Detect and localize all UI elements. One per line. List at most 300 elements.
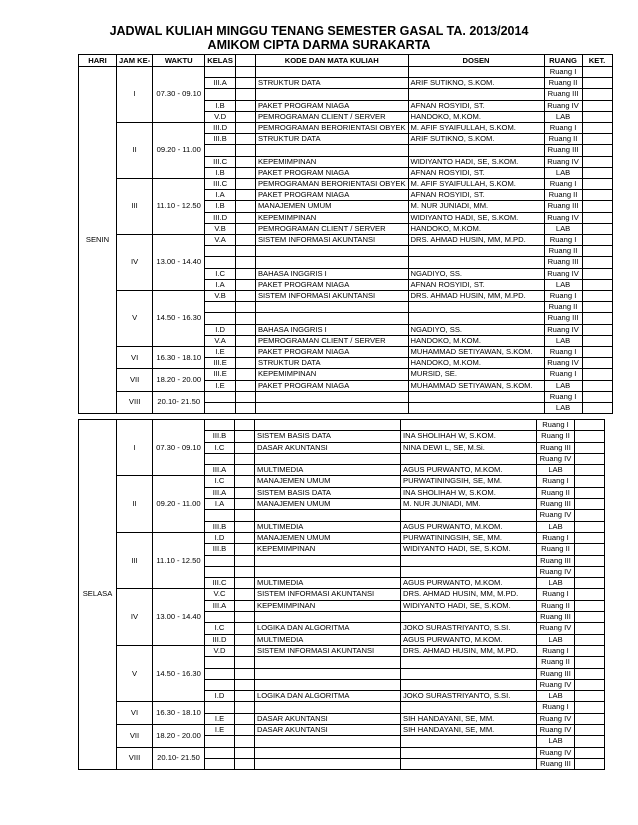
blank-cell — [235, 145, 255, 156]
blank-cell — [235, 179, 255, 190]
kelas-cell — [205, 747, 235, 758]
room-cell: Ruang II — [544, 246, 582, 257]
lecturer-cell: ARIF SUTIKNO, S.KOM. — [408, 134, 544, 145]
jam-cell: V — [117, 645, 153, 701]
ket-cell — [582, 358, 612, 369]
blank-cell — [235, 268, 255, 279]
blank-cell — [235, 453, 255, 464]
blank-cell — [235, 566, 255, 577]
course-cell: KEPEMIMPINAN — [255, 600, 401, 611]
blank-cell — [235, 668, 255, 679]
blank-cell — [235, 313, 255, 324]
waktu-cell: 11.10 - 12.50 — [153, 179, 205, 235]
ket-cell — [575, 725, 605, 736]
ket-cell — [582, 235, 612, 246]
room-cell: Ruang II — [537, 544, 575, 555]
lecturer-cell: NINA DEWI L, SE, M.Si. — [401, 442, 537, 453]
course-cell: LOGIKA DAN ALGORITMA — [255, 623, 401, 634]
room-cell: Ruang IV — [537, 679, 575, 690]
kelas-cell — [205, 453, 235, 464]
course-cell — [255, 702, 401, 713]
course-cell: MANAJEMEN UMUM — [255, 499, 401, 510]
lecturer-cell — [408, 403, 544, 414]
kelas-cell — [205, 555, 235, 566]
blank-cell — [235, 499, 255, 510]
blank-cell — [235, 657, 255, 668]
blank-cell — [235, 67, 255, 78]
course-cell: MANAJEMEN UMUM — [255, 532, 401, 543]
document-title: JADWAL KULIAH MINGGU TENANG SEMESTER GASAL TA. 2013/2014 — [109, 24, 529, 38]
blank-cell — [235, 190, 255, 201]
lecturer-cell — [401, 736, 537, 747]
jam-cell: III — [117, 532, 153, 588]
room-cell: Ruang IV — [537, 566, 575, 577]
lecturer-cell: HANDOKO, M.KOM. — [408, 223, 544, 234]
lecturer-cell — [401, 555, 537, 566]
kelas-cell: V.A — [205, 235, 236, 246]
schedule-row — [79, 391, 613, 402]
ket-cell — [575, 713, 605, 724]
room-cell: Ruang III — [537, 668, 575, 679]
ket-cell — [575, 431, 605, 442]
kelas-cell: III.A — [205, 78, 236, 89]
room-cell: Ruang I — [544, 391, 582, 402]
lecturer-cell — [401, 566, 537, 577]
lecturer-cell: MURSID, SE. — [408, 369, 544, 380]
course-cell — [255, 612, 401, 623]
kelas-cell — [205, 510, 235, 521]
ket-cell — [582, 78, 612, 89]
schedule-row — [79, 67, 613, 78]
room-cell: Ruang I — [544, 179, 582, 190]
jam-cell: VI — [117, 347, 153, 369]
kelas-cell: III.A — [205, 465, 235, 476]
jam-cell: IV — [117, 235, 153, 291]
course-cell: LOGIKA DAN ALGORITMA — [255, 691, 401, 702]
jam-cell: IV — [117, 589, 153, 645]
room-cell: Ruang II — [537, 431, 575, 442]
ket-cell — [575, 679, 605, 690]
course-cell — [255, 403, 408, 414]
kelas-cell: I.B — [205, 167, 236, 178]
lecturer-cell — [401, 702, 537, 713]
lecturer-cell: AGUS PURWANTO, M.KOM. — [401, 634, 537, 645]
senin-body — [79, 67, 613, 414]
room-cell: Ruang IV — [537, 713, 575, 724]
kelas-cell — [205, 302, 236, 313]
ket-cell — [582, 145, 612, 156]
blank-cell — [235, 302, 255, 313]
lecturer-cell — [401, 612, 537, 623]
blank-cell — [235, 347, 255, 358]
kelas-cell — [205, 246, 236, 257]
ket-cell — [582, 67, 612, 78]
lecturer-cell — [408, 89, 544, 100]
course-cell: MULTIMEDIA — [255, 634, 401, 645]
room-cell: Ruang III — [544, 313, 582, 324]
waktu-cell: 09.20 - 11.00 — [153, 123, 205, 179]
kelas-cell: I.B — [205, 201, 236, 212]
room-cell: Ruang I — [537, 702, 575, 713]
jam-cell: VIII — [117, 747, 153, 770]
room-cell: Ruang IV — [537, 453, 575, 464]
course-cell: PAKET PROGRAM NIAGA — [255, 279, 408, 290]
room-cell: Ruang I — [537, 476, 575, 487]
room-cell: LAB — [544, 279, 582, 290]
kelas-cell: I.B — [205, 100, 236, 111]
blank-cell — [235, 358, 255, 369]
ket-cell — [575, 668, 605, 679]
ket-cell — [575, 736, 605, 747]
lecturer-cell: AGUS PURWANTO, M.KOM. — [401, 578, 537, 589]
schedule-row — [79, 369, 613, 380]
room-cell: LAB — [537, 736, 575, 747]
room-cell: Ruang IV — [537, 747, 575, 758]
waktu-cell: 20.10- 21.50 — [153, 747, 205, 770]
room-cell: Ruang II — [537, 657, 575, 668]
kelas-cell: I.D — [205, 532, 235, 543]
kelas-cell: I.A — [205, 190, 236, 201]
ket-cell — [575, 589, 605, 600]
lecturer-cell: M. AFIF SYAIFULLAH, S.KOM. — [408, 123, 544, 134]
blank-cell — [235, 465, 255, 476]
room-cell: LAB — [544, 380, 582, 391]
lecturer-cell: HANDOKO, M.KOM. — [408, 111, 544, 122]
kelas-cell: III.E — [205, 358, 236, 369]
kelas-cell: III.C — [205, 156, 236, 167]
ket-cell — [582, 190, 612, 201]
waktu-cell: 07.30 - 09.10 — [153, 420, 205, 476]
blank-cell — [235, 612, 255, 623]
jam-cell: VIII — [117, 391, 153, 413]
blank-cell — [235, 111, 255, 122]
schedule-row — [79, 747, 605, 758]
kelas-cell — [205, 702, 235, 713]
blank-cell — [235, 691, 255, 702]
room-cell: Ruang III — [544, 145, 582, 156]
ket-cell — [575, 758, 605, 769]
course-cell: SISTEM INFORMASI AKUNTANSI — [255, 291, 408, 302]
ket-cell — [582, 391, 612, 402]
ket-cell — [582, 89, 612, 100]
jam-cell: II — [117, 123, 153, 179]
jam-cell: II — [117, 476, 153, 532]
room-cell: Ruang I — [537, 589, 575, 600]
lecturer-cell: MUHAMMAD SETIYAWAN, S.KOM. — [408, 380, 544, 391]
day-cell: SENIN — [79, 67, 117, 414]
course-cell: SISTEM BASIS DATA — [255, 431, 401, 442]
lecturer-cell: M. AFIF SYAIFULLAH, S.KOM. — [408, 179, 544, 190]
lecturer-cell — [408, 391, 544, 402]
room-cell: Ruang III — [537, 758, 575, 769]
lecturer-cell: JOKO SURASTRIYANTO, S.SI. — [401, 623, 537, 634]
ket-cell — [582, 100, 612, 111]
room-cell: LAB — [537, 578, 575, 589]
blank-cell — [235, 223, 255, 234]
blank-cell — [235, 555, 255, 566]
blank-cell — [235, 89, 255, 100]
lecturer-cell — [408, 67, 544, 78]
kelas-cell: V.D — [205, 111, 236, 122]
lecturer-cell — [408, 246, 544, 257]
blank-cell — [235, 235, 255, 246]
lecturer-cell — [401, 453, 537, 464]
room-cell: LAB — [544, 111, 582, 122]
ket-cell — [582, 313, 612, 324]
lecturer-cell — [408, 145, 544, 156]
course-cell — [255, 679, 401, 690]
lecturer-cell: AFNAN ROSYIDI, ST. — [408, 190, 544, 201]
lecturer-cell — [401, 657, 537, 668]
course-cell: MULTIMEDIA — [255, 465, 401, 476]
course-cell: MULTIMEDIA — [255, 578, 401, 589]
blank-cell — [235, 391, 255, 402]
course-cell: KEPEMIMPINAN — [255, 544, 401, 555]
course-cell — [255, 657, 401, 668]
room-cell: Ruang I — [544, 235, 582, 246]
kelas-cell — [205, 89, 236, 100]
ket-cell — [575, 465, 605, 476]
jam-cell: VII — [117, 725, 153, 748]
schedule-table-senin — [78, 54, 613, 414]
kelas-cell — [205, 612, 235, 623]
kelas-cell — [205, 758, 235, 769]
kelas-cell: III.E — [205, 369, 236, 380]
schedule-row — [79, 420, 605, 431]
kelas-cell: III.B — [205, 544, 235, 555]
lecturer-cell: M. NUR JUNIADI, MM. — [401, 499, 537, 510]
kelas-cell: V.B — [205, 223, 236, 234]
ket-cell — [575, 566, 605, 577]
lecturer-cell: M. NUR JUNIADI, MM. — [408, 201, 544, 212]
room-cell: Ruang I — [544, 67, 582, 78]
header-dosen: DOSEN — [408, 55, 544, 67]
ket-cell — [582, 246, 612, 257]
lecturer-cell: WIDIYANTO HADI, SE, S.KOM. — [401, 600, 537, 611]
course-cell: PAKET PROGRAM NIAGA — [255, 347, 408, 358]
kelas-cell: V.A — [205, 335, 236, 346]
course-cell: KEPEMIMPINAN — [255, 212, 408, 223]
course-cell — [255, 747, 401, 758]
course-cell: BAHASA INGGRIS I — [255, 268, 408, 279]
lecturer-cell: WIDIYANTO HADI, SE, S.KOM. — [401, 544, 537, 555]
lecturer-cell: NGADIYO, SS. — [408, 324, 544, 335]
blank-cell — [235, 431, 255, 442]
waktu-cell: 11.10 - 12.50 — [153, 532, 205, 588]
schedule-row — [79, 532, 605, 543]
kelas-cell: III.C — [205, 179, 236, 190]
blank-cell — [235, 335, 255, 346]
ket-cell — [575, 634, 605, 645]
course-cell — [255, 391, 408, 402]
ket-cell — [582, 111, 612, 122]
ket-cell — [582, 123, 612, 134]
room-cell: Ruang III — [544, 257, 582, 268]
schedule-row — [79, 179, 613, 190]
room-cell: LAB — [544, 167, 582, 178]
room-cell: Ruang I — [537, 420, 575, 431]
course-cell — [255, 555, 401, 566]
room-cell: LAB — [544, 403, 582, 414]
room-cell: Ruang IV — [544, 100, 582, 111]
course-cell: MANAJEMEN UMUM — [255, 201, 408, 212]
schedule-row — [79, 123, 613, 134]
kelas-cell — [205, 313, 236, 324]
course-cell — [255, 566, 401, 577]
lecturer-cell: WIDIYANTO HADI, SE, S.KOM. — [408, 156, 544, 167]
course-cell: PAKET PROGRAM NIAGA — [255, 380, 408, 391]
kelas-cell: III.A — [205, 600, 235, 611]
ket-cell — [575, 521, 605, 532]
course-cell: STRUKTUR DATA — [255, 358, 408, 369]
lecturer-cell: HANDOKO, M.KOM. — [408, 335, 544, 346]
blank-cell — [235, 713, 255, 724]
room-cell: LAB — [537, 691, 575, 702]
room-cell: LAB — [544, 335, 582, 346]
lecturer-cell — [408, 302, 544, 313]
ket-cell — [582, 257, 612, 268]
kelas-cell — [205, 679, 235, 690]
course-cell: SISTEM INFORMASI AKUNTANSI — [255, 645, 401, 656]
ket-cell — [582, 201, 612, 212]
course-cell: PEMROGRAMAN CLIENT / SERVER — [255, 223, 408, 234]
waktu-cell: 20.10- 21.50 — [153, 391, 205, 413]
header-hari: HARI — [79, 55, 117, 67]
lecturer-cell: AFNAN ROSYIDI, ST. — [408, 100, 544, 111]
schedule-row — [79, 702, 605, 713]
kelas-cell: I.C — [205, 442, 235, 453]
room-cell: Ruang II — [544, 190, 582, 201]
ket-cell — [582, 369, 612, 380]
ket-cell — [582, 347, 612, 358]
course-cell: KEPEMIMPINAN — [255, 369, 408, 380]
ket-cell — [575, 555, 605, 566]
ket-cell — [575, 453, 605, 464]
blank-cell — [235, 380, 255, 391]
kelas-cell — [205, 403, 236, 414]
room-cell: Ruang I — [537, 645, 575, 656]
blank-cell — [235, 403, 255, 414]
room-cell: Ruang III — [537, 555, 575, 566]
blank-cell — [235, 521, 255, 532]
course-cell — [255, 510, 401, 521]
blank-cell — [235, 623, 255, 634]
course-cell: PEMROGRAMAN BERORIENTASI OBYEK — [255, 123, 408, 134]
course-cell — [255, 246, 408, 257]
kelas-cell: I.D — [205, 691, 235, 702]
header-waktu: WAKTU — [153, 55, 205, 67]
blank-cell — [235, 279, 255, 290]
blank-cell — [235, 78, 255, 89]
course-cell — [255, 145, 408, 156]
blank-cell — [235, 600, 255, 611]
blank-cell — [235, 634, 255, 645]
blank-cell — [235, 679, 255, 690]
jam-cell: V — [117, 291, 153, 347]
blank-cell — [235, 702, 255, 713]
waktu-cell: 09.20 - 11.00 — [153, 476, 205, 532]
kelas-cell: III.D — [205, 123, 236, 134]
course-cell — [255, 89, 408, 100]
kelas-cell: I.C — [205, 623, 235, 634]
blank-cell — [235, 589, 255, 600]
kelas-cell: III.D — [205, 212, 236, 223]
jam-cell: VI — [117, 702, 153, 725]
room-cell: LAB — [537, 634, 575, 645]
course-cell: STRUKTUR DATA — [255, 134, 408, 145]
blank-cell — [235, 212, 255, 223]
kelas-cell: III.C — [205, 578, 235, 589]
kelas-cell: I.E — [205, 347, 236, 358]
lecturer-cell: AFNAN ROSYIDI, ST. — [408, 279, 544, 290]
course-cell: PAKET PROGRAM NIAGA — [255, 190, 408, 201]
blank-cell — [235, 134, 255, 145]
ket-cell — [582, 324, 612, 335]
blank-cell — [235, 758, 255, 769]
room-cell: Ruang II — [544, 302, 582, 313]
kelas-cell — [205, 420, 235, 431]
blank-cell — [235, 324, 255, 335]
schedule-row — [79, 476, 605, 487]
room-cell: Ruang IV — [537, 623, 575, 634]
room-cell: LAB — [537, 465, 575, 476]
lecturer-cell: DRS. AHMAD HUSIN, MM, M.PD. — [408, 235, 544, 246]
ket-cell — [575, 499, 605, 510]
kelas-cell: V.B — [205, 291, 236, 302]
blank-cell — [235, 100, 255, 111]
lecturer-cell: MUHAMMAD SETIYAWAN, S.KOM. — [408, 347, 544, 358]
kelas-cell: III.A — [205, 487, 235, 498]
course-cell: DASAR AKUNTANSI — [255, 442, 401, 453]
ket-cell — [575, 476, 605, 487]
ket-cell — [575, 623, 605, 634]
course-cell: DASAR AKUNTANSI — [255, 725, 401, 736]
ket-cell — [575, 702, 605, 713]
waktu-cell: 13.00 - 14.40 — [153, 235, 205, 291]
blank-cell — [235, 246, 255, 257]
lecturer-cell: SIH HANDAYANI, SE, MM. — [401, 725, 537, 736]
course-cell — [255, 453, 401, 464]
ket-cell — [575, 532, 605, 543]
ket-cell — [575, 645, 605, 656]
header-row — [79, 55, 613, 67]
kelas-cell: I.C — [205, 476, 235, 487]
kelas-cell: I.E — [205, 725, 235, 736]
ket-cell — [582, 167, 612, 178]
lecturer-cell: PURWATININGSIH, SE, MM. — [401, 532, 537, 543]
course-cell: BAHASA INGGRIS I — [255, 324, 408, 335]
lecturer-cell: WIDIYANTO HADI, SE, S.KOM. — [408, 212, 544, 223]
course-cell — [255, 420, 401, 431]
room-cell: Ruang I — [544, 123, 582, 134]
kelas-cell: V.C — [205, 589, 235, 600]
room-cell: Ruang II — [537, 600, 575, 611]
lecturer-cell: JOKO SURASTRIYANTO, S.SI. — [401, 691, 537, 702]
blank-cell — [235, 201, 255, 212]
lecturer-cell: NGADIYO, SS. — [408, 268, 544, 279]
blank-cell — [235, 420, 255, 431]
ket-cell — [575, 544, 605, 555]
course-cell — [255, 67, 408, 78]
document-subtitle: AMIKOM CIPTA DARMA SURAKARTA — [207, 38, 431, 52]
ket-cell — [575, 657, 605, 668]
room-cell: Ruang II — [544, 78, 582, 89]
course-cell: PEMROGRAMAN CLIENT / SERVER — [255, 111, 408, 122]
room-cell: Ruang III — [544, 89, 582, 100]
schedule-row — [79, 725, 605, 736]
ket-cell — [575, 510, 605, 521]
course-cell — [255, 257, 408, 268]
